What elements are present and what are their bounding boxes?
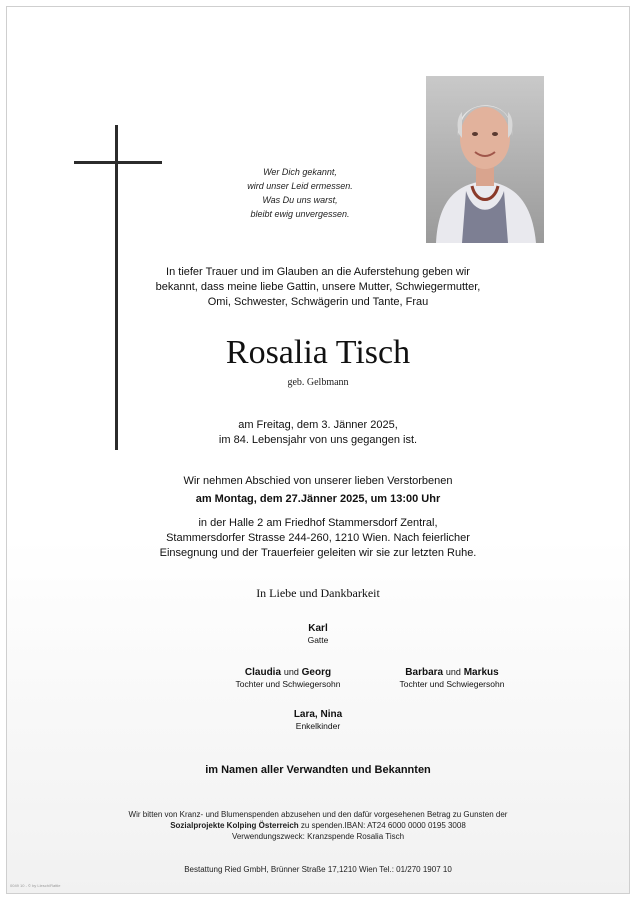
donation-iban: zu spenden.IBAN: AT24 6000 0000 0195 3008: [298, 821, 466, 830]
mourner-lara-nina: [268, 708, 368, 732]
funeral-location: [0, 516, 636, 561]
donation-line: [0, 820, 636, 831]
mourner-first-name: Claudia: [244, 667, 282, 678]
portrait-photo: [426, 76, 544, 243]
donation-line: Wir bitten von Kranz- und Blumenspenden abzusehen und den dafür vorgesehenen Betrag zu Gunsten der: [128, 810, 508, 819]
mourner-role: Gatte: [307, 635, 329, 645]
death-notice: [0, 418, 636, 448]
intro-line: bekannt, dass meine liebe Gattin, unsere Mutter, Schwiegermutter,: [155, 281, 481, 293]
location-line: in der Halle 2 am Friedhof Stammersdorf Zentral,: [198, 517, 438, 529]
mourner-conjunction: und: [445, 667, 461, 677]
mourner-second-name: Georg: [301, 667, 332, 678]
mourner-role: Tochter und Schwiegersohn: [399, 679, 505, 689]
poem-line: Wer Dich gekannt,: [263, 167, 337, 177]
poem-line: bleibt ewig unvergessen.: [250, 209, 350, 219]
mourner-second-name: Markus: [463, 667, 499, 678]
thanks-heading: In Liebe und Dankbarkeit: [256, 586, 380, 600]
mourner-barbara-markus: [352, 666, 552, 690]
mourner-karl: [272, 622, 364, 646]
farewell-intro: Wir nehmen Abschied von unserer lieben Verstorbenen: [183, 475, 453, 487]
donation-line: Verwendungszweck: Kranzspende Rosalia Tisch: [231, 832, 405, 841]
maiden-name: geb. Gelbmann: [287, 377, 349, 388]
mourner-first-name: Barbara: [405, 667, 444, 678]
donation-request: [0, 809, 636, 842]
mourner-conjunction: und: [283, 667, 299, 677]
location-line: Einsegnung und der Trauerfeier geleiten wir sie zur letzten Ruhe.: [159, 547, 477, 559]
location-line: Stammersdorfer Strasse 244-260, 1210 Wien. Nach feierlicher: [166, 532, 470, 544]
memorial-poem: [225, 165, 375, 221]
death-line: am Freitag, dem 3. Jänner 2025,: [238, 419, 398, 431]
mourner-name: Lara, Nina: [293, 709, 343, 720]
mourner-name: [352, 666, 552, 679]
intro-line: Omi, Schwester, Schwägerin und Tante, Frau: [207, 296, 429, 308]
mourner-role: Enkelkinder: [295, 721, 341, 731]
funeral-date: am Montag, dem 27.Jänner 2025, um 13:00 Uhr: [195, 493, 441, 505]
corner-note: 0049 10 - © by Llesch/Rattle: [10, 883, 61, 888]
intro-line: In tiefer Trauer und im Glauben an die Auferstehung geben wir: [166, 266, 470, 278]
announcement-intro: [0, 265, 636, 310]
mourner-name: Karl: [308, 623, 328, 634]
closing-line: im Namen aller Verwandten und Bekannten: [205, 764, 431, 776]
poem-line: Was Du uns warst,: [262, 195, 338, 205]
cross-icon-bar: [74, 161, 162, 164]
undertaker-info: Bestattung Ried GmbH, Brünner Straße 17,1210 Wien Tel.: 01/270 1907 10: [184, 865, 452, 874]
poem-line: wird unser Leid ermessen.: [247, 181, 353, 191]
death-line: im 84. Lebensjahr von uns gegangen ist.: [218, 434, 418, 446]
mourner-role: Tochter und Schwiegersohn: [235, 679, 341, 689]
donation-charity: Sozialprojekte Kolping Österreich: [170, 821, 299, 830]
deceased-name: Rosalia Tisch: [225, 334, 411, 371]
